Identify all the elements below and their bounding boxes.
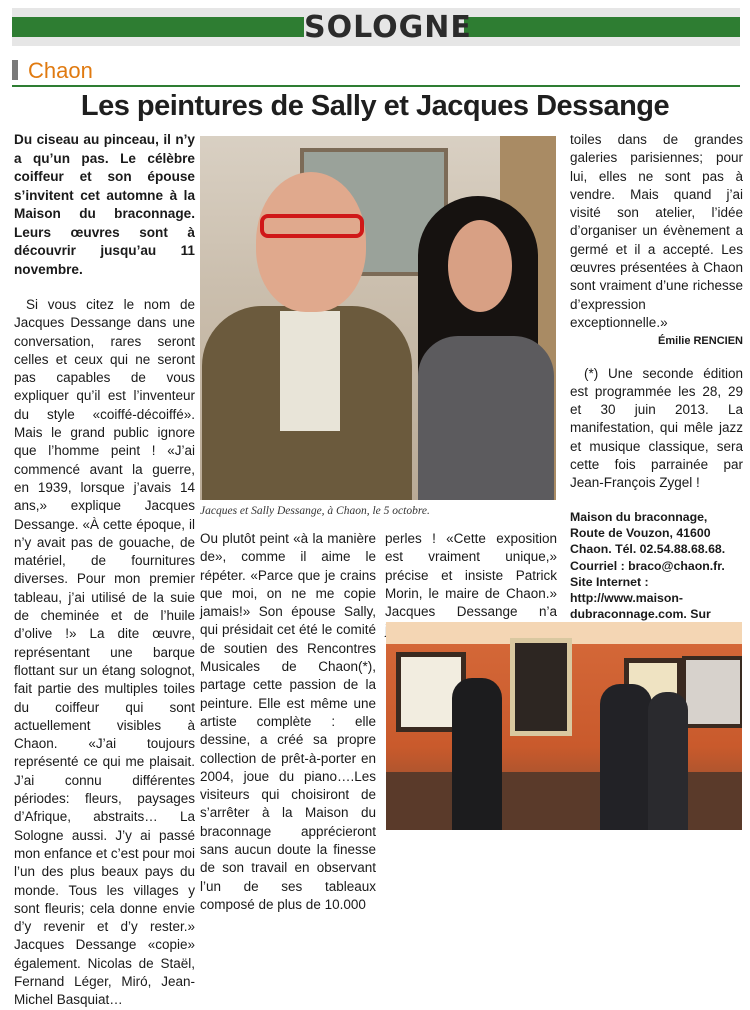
exhibited-painting <box>510 638 572 736</box>
visitor-silhouette <box>648 692 688 830</box>
woman-face <box>448 220 512 312</box>
info-box: Maison du braconnage, Route de Vouzon, 41600 Chaon. Tél. 02.54.88.68.68. Courriel : braco@chaon.fr. Site Internet : http://www.maison-dubraconnage.com. Sur <box>570 509 726 622</box>
body-text-col1: Si vous citez le nom de Jacques Dessange dans une conversation, rares seront celles et ceux qui ne seront pas capables de vous expliquer qu’il est l’inventeur du style «coiffé-décoiffé». Mais le grand public ignore que l’homme peint ! «J’ai commencé avant la guerre, en 1939, lorsque j’avais 14 ans,» explique Jacques Dessange. «À cette époque, il n’y avait pas de gouache, de matériel, de fournitures diverses. Pour mon premier tableau, j’ai utilisé de la suie de cheminée et de l’huile d’olive !» La dite œuvre, représentant une barque flottant sur un étang solognot, fait partie des multiples toiles du coiffeur qui sont actuellement visibles à Chaon. «J’ai toujours représenté ce qui me plaisait. J’ai connu différentes périodes: fleurs, paysages d’Afrique, abstraits… La Sologne aussi. J’y ai passé mon enfance et c’est pour moi l’un des plus beaux pays du monde. Tous les villages y sont fleuris; cela donne envie d’y revenir et d’y rester.» Jacques Dessange «copie» également. Nicolas de Staël, Fernand Léger, Miró, Jean-Michel Basquiat… <box>14 297 195 1008</box>
column-2 <box>200 530 376 914</box>
footnote: (*) Une seconde édition est programmée les 28, 29 et 30 juin 2013. La manifestation, qui mêle jazz et musique classique, sera cette fois parrainée par Jean-François Zygel ! <box>570 365 743 491</box>
body-text-col4: toiles dans de grandes galeries parisiennes; pour lui, elles ne sont pas à vendre. Mais quand j’ai visité son atelier, l’idée d’organiser un évènement a germé et il a accepté. Les œuvres présentées à Chaon sont vraiment d’une richesse d’expression exceptionnelle.» <box>570 132 743 330</box>
divider <box>12 85 740 87</box>
town-name: Chaon <box>28 58 93 83</box>
column-1 <box>14 131 195 1010</box>
article-headline: Les peintures de Sally et Jacques Dessange <box>80 90 670 122</box>
section-title: SOLOGNE <box>304 10 472 45</box>
section-banner <box>12 8 740 46</box>
exhibited-painting <box>682 656 742 728</box>
visitor-silhouette <box>452 678 502 830</box>
body-text-col2: Ou plutôt peint «à la manière de», comme il aime le répéter. «Parce que je crains que moi, on ne me copie jamais!» Son épouse Sally, qui présidait cet été le comité de soutien des Rencontres Musicales de Chaon(*), partage cette passion de la peinture. Elle est même une artiste complète : elle dessine, a créé sa propre collection de prêt-à-porter en 2004, joue du piano….Les visiteurs qui choisiront de s’arrêter à la Maison du braconnage apprécieront sans aucun doute la finesse de son travail en observant l’un de ses tableaux composé de plus de 10.000 <box>200 531 376 912</box>
visitor-silhouette <box>600 684 652 830</box>
photo-dessange-couple <box>200 136 556 500</box>
red-glasses <box>260 214 364 238</box>
author-byline: Émilie RENCIEN <box>658 335 743 348</box>
article-lead: Du ciseau au pinceau, il n’y a qu’un pas. Le célèbre coiffeur et son épouse s’invitent cet automne à la Maison du braconnage. Leurs œuvres sont à découvrir jusqu’au 11 novembre. <box>14 132 195 277</box>
photo-caption: Jacques et Sally Dessange, à Chaon, le 5 octobre. <box>200 505 430 517</box>
section-marker-icon <box>12 60 18 80</box>
photo-exhibition <box>386 622 742 830</box>
man-head <box>256 172 366 312</box>
man-shirt <box>280 311 340 431</box>
floor <box>386 772 742 830</box>
woman-dress <box>418 336 554 500</box>
body-text-col3: perles ! «Cette exposition est vraiment unique,» précise et insiste Patrick Morin, le maire de Chaon.» Jacques Dessange n’a <box>385 531 557 620</box>
